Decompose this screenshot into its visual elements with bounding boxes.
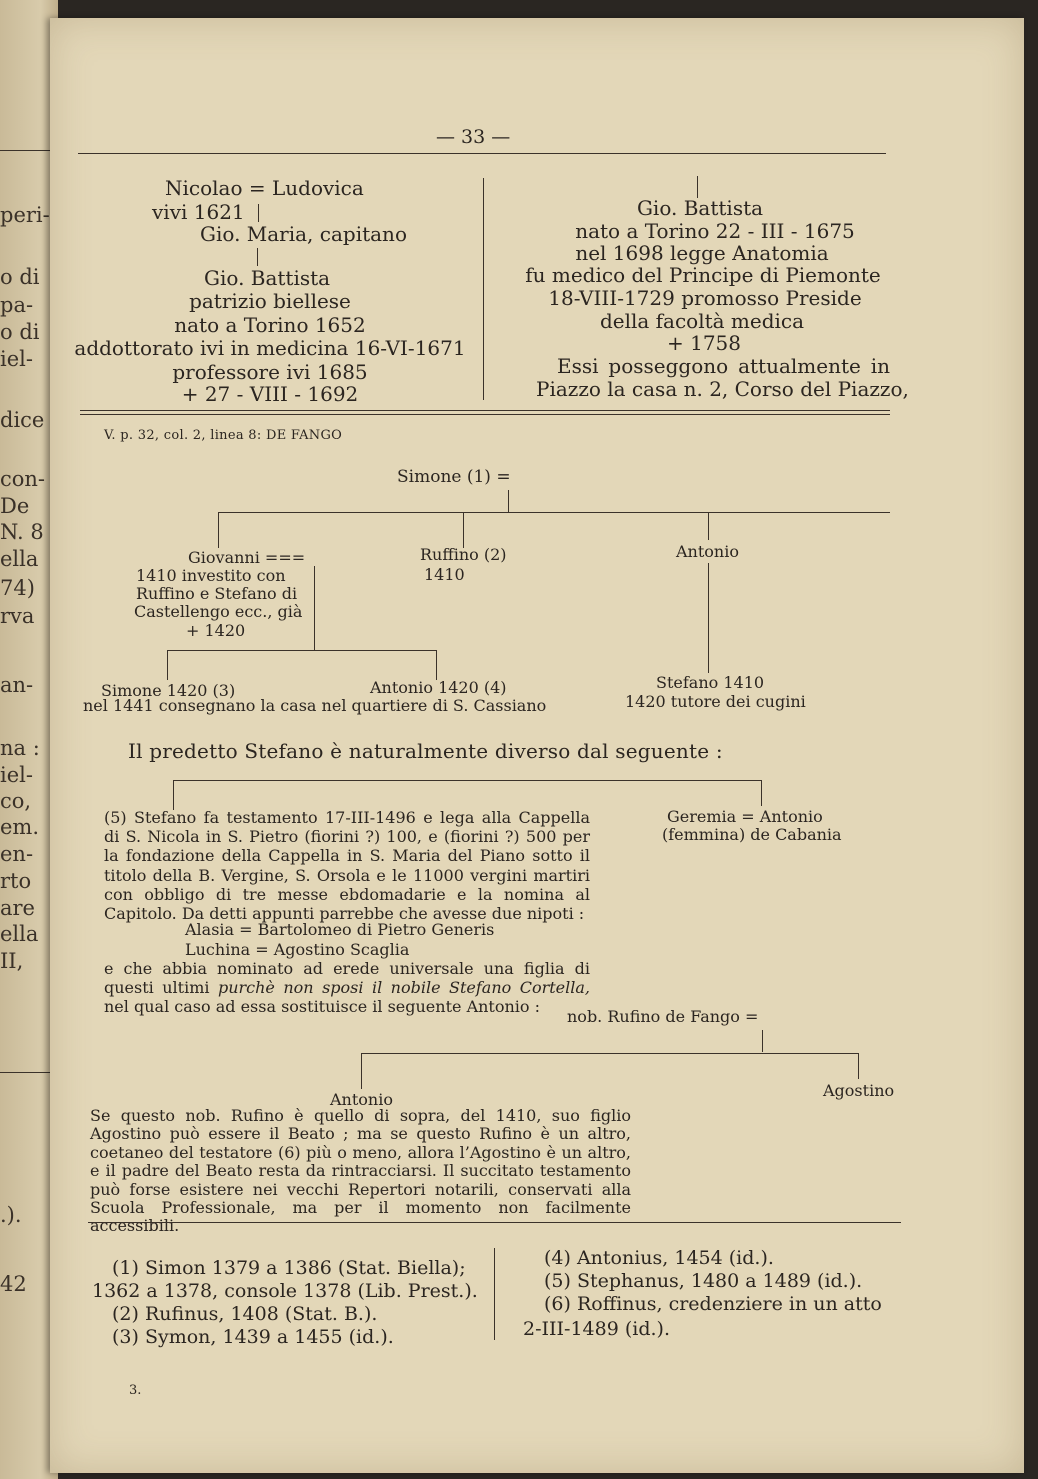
tree1-right-tail: Essi posseggono attualmente in — [557, 354, 890, 378]
footnote-right: (6) Roffinus, credenziere in un atto — [544, 1293, 882, 1315]
tree1-grandson: Gio. Battista — [204, 266, 331, 290]
fragment: N. 8 — [0, 520, 44, 544]
tree1-vivi: vivi 1621 — [152, 200, 245, 224]
tree2-giovanni-line: + 1420 — [186, 621, 246, 640]
tree3-paragraph: Se questo nob. Rufino è quello di sopra, del 1410, suo figlio Agostino può essere il Beato ; ma se questo Rufino è un altro, coetaneo del testatore (6) più o meno, allora l’Agostino è un altro, e il padre del Beato resta da rintracciarsi. Il succitato testamento può forse esistere nei vecchi Repertori notarili, conservati alla Scuola Professionale, ma per il momento non facilmente accessibili. — [90, 1106, 631, 1236]
tree2-stefano: Stefano 1410 — [656, 673, 765, 692]
tree-line — [218, 512, 219, 548]
testament-text: nel qual caso ad essa sostituisce il seguente Antonio : — [104, 997, 541, 1017]
fragment: pa- — [0, 293, 34, 317]
geremia: Geremia = Antonio — [667, 807, 823, 826]
fragment: 42 — [0, 1272, 27, 1296]
footnote-left: (1) Simon 1379 a 1386 (Stat. Biella); — [112, 1257, 466, 1279]
tree-line — [508, 490, 509, 512]
tree3-antonio: Antonio — [330, 1090, 393, 1109]
tree1-right-line: + 1758 — [666, 331, 741, 355]
footnote-right: (4) Antonius, 1454 (id.). — [544, 1247, 774, 1269]
tree1-right-line: 18-VIII-1729 promosso Preside — [548, 286, 862, 310]
fragment: ella — [0, 547, 39, 571]
tree-line — [173, 780, 761, 781]
testament-paragraph: (5) Stefano fa testamento 17-III-1496 e lega alla Cappella di S. Nicola in S. Pietro (fiorini ?) 100, e (fiorini ?) 500 per la fondazione della Cappella in S. Maria del Piano sotto il titolo della B. Vergine, S. Orsola e le 11000 vergini martiri con obbligo di tre messe ebdomadarie e la nomina al Capitolo. Da detti appunti parrebbe che avesse due nipoti : — [104, 808, 590, 923]
footnote-right: (5) Stephanus, 1480 a 1489 (id.). — [544, 1270, 863, 1292]
tree1-right-line: nel 1698 legge Anatomia — [575, 241, 829, 265]
fragment: II, — [0, 949, 24, 973]
column-separator — [494, 1248, 495, 1340]
tree-line — [258, 204, 259, 222]
tree-line — [436, 650, 437, 680]
tree1-line: professore ivi 1685 — [172, 360, 368, 384]
tree-line — [167, 650, 437, 651]
tree1-son: Gio. Maria, capitano — [200, 222, 407, 246]
signature-mark: 3. — [129, 1383, 142, 1398]
fragment: rva — [0, 604, 35, 628]
testament-alasia: Alasia = Bartolomeo di Pietro Generis — [185, 920, 495, 939]
tree1-right-tail: Piazzo la casa n. 2, Corso del Piazzo, — [536, 377, 909, 401]
fragment: ella — [0, 922, 39, 946]
tree2-giovanni: Giovanni === — [188, 548, 306, 567]
page-number: — 33 — — [436, 126, 511, 148]
tree-line — [858, 1053, 859, 1079]
column-separator — [483, 178, 484, 400]
tree1-right-line: della facoltà medica — [599, 309, 805, 333]
section-rule — [80, 410, 890, 411]
fragment: iel- — [0, 347, 33, 371]
fragment: em. — [0, 815, 40, 839]
tree3-root: nob. Rufino de Fango = — [567, 1007, 759, 1026]
fragment: peri- — [0, 203, 50, 227]
tree2-ruffino: Ruffino (2) — [420, 545, 507, 564]
tree2-root: Simone (1) = — [397, 467, 511, 487]
tree1-right-line: fu medico del Principe di Piemonte — [525, 263, 881, 287]
tree-line — [361, 1053, 362, 1089]
testament-luchina: Luchina = Agostino Scaglia — [185, 940, 410, 959]
fragment: an- — [0, 673, 34, 697]
tree-line — [218, 512, 890, 513]
tree1-line: + 27 - VIII - 1692 — [181, 382, 359, 406]
fragment: o di — [0, 265, 40, 289]
fragment: 74) — [0, 576, 35, 600]
tree-line — [361, 1053, 858, 1054]
tree-line — [708, 563, 709, 673]
heading: Il predetto Stefano è naturalmente diverso dal seguente : — [128, 739, 723, 763]
tree-line — [314, 566, 315, 650]
tree1-line: patrizio biellese — [189, 289, 351, 313]
fragment: na : — [0, 736, 40, 760]
footnote-left: (2) Rufinus, 1408 (Stat. B.). — [112, 1303, 378, 1325]
footnote-right: 2-III-1489 (id.). — [523, 1318, 670, 1340]
footnote-left: (3) Symon, 1439 a 1455 (id.). — [112, 1326, 394, 1348]
fragment: o di — [0, 320, 40, 344]
tree2-ruffino-year: 1410 — [424, 565, 465, 584]
tree2-giovanni-line: Castellengo ecc., già — [134, 602, 303, 621]
footnote-rule — [88, 1222, 901, 1223]
tree1-right-line: nato a Torino 22 - III - 1675 — [575, 219, 855, 243]
tree-line — [257, 248, 258, 266]
fragment: rto — [0, 869, 32, 893]
tree2-giovanni-line: Ruffino e Stefano di — [136, 584, 298, 603]
tree2-stefano-note: 1420 tutore dei cugini — [625, 692, 806, 711]
tree1-line: nato a Torino 1652 — [174, 313, 366, 337]
tree1-line: addottorato ivi in medicina 16-VI-1671 — [74, 336, 466, 360]
testament-text: e che abbia nominato ad erede universale una figlia di questi ultimi — [104, 959, 590, 998]
section-note: V. p. 32, col. 2, linea 8: DE FANGO — [104, 428, 343, 443]
tree-line — [761, 780, 762, 806]
testament-paragraph-2 — [104, 959, 590, 1017]
fragment: De — [0, 494, 30, 518]
tree2-antonio: Antonio — [676, 542, 739, 561]
fragment: iel- — [0, 763, 33, 787]
tree-line — [708, 512, 709, 540]
tree1-parents: Nicolao = Ludovica — [165, 176, 364, 200]
footnote-left: 1362 a 1378, console 1378 (Lib. Prest.). — [92, 1280, 478, 1302]
tree-line — [762, 1030, 763, 1052]
testament-italic: purchè non sposi il nobile Stefano Cortella, — [217, 978, 590, 998]
tree3-agostino: Agostino — [823, 1081, 895, 1100]
header-rule — [78, 153, 886, 154]
tree2-antonio-child: Antonio 1420 (4) — [370, 678, 507, 697]
tree2-giovanni-line: 1410 investito con — [136, 566, 286, 585]
geremia-note: (femmina) de Cabania — [662, 825, 842, 844]
tree-line — [173, 780, 174, 810]
fragment: .). — [0, 1203, 22, 1227]
tree2-simone-child: Simone 1420 (3) — [101, 681, 236, 700]
tree2-children-note: nel 1441 consegnano la casa nel quartiere di S. Cassiano — [83, 696, 547, 715]
fragment: con- — [0, 467, 46, 491]
tree-line — [167, 650, 168, 680]
fragment: are — [0, 896, 35, 920]
fragment: co, — [0, 789, 32, 813]
tree-line — [697, 176, 698, 198]
fragment: dice — [0, 408, 45, 432]
section-rule — [80, 414, 890, 415]
tree-line — [463, 512, 464, 548]
fragment: en- — [0, 842, 34, 866]
tree1-right-title: Gio. Battista — [636, 196, 764, 220]
